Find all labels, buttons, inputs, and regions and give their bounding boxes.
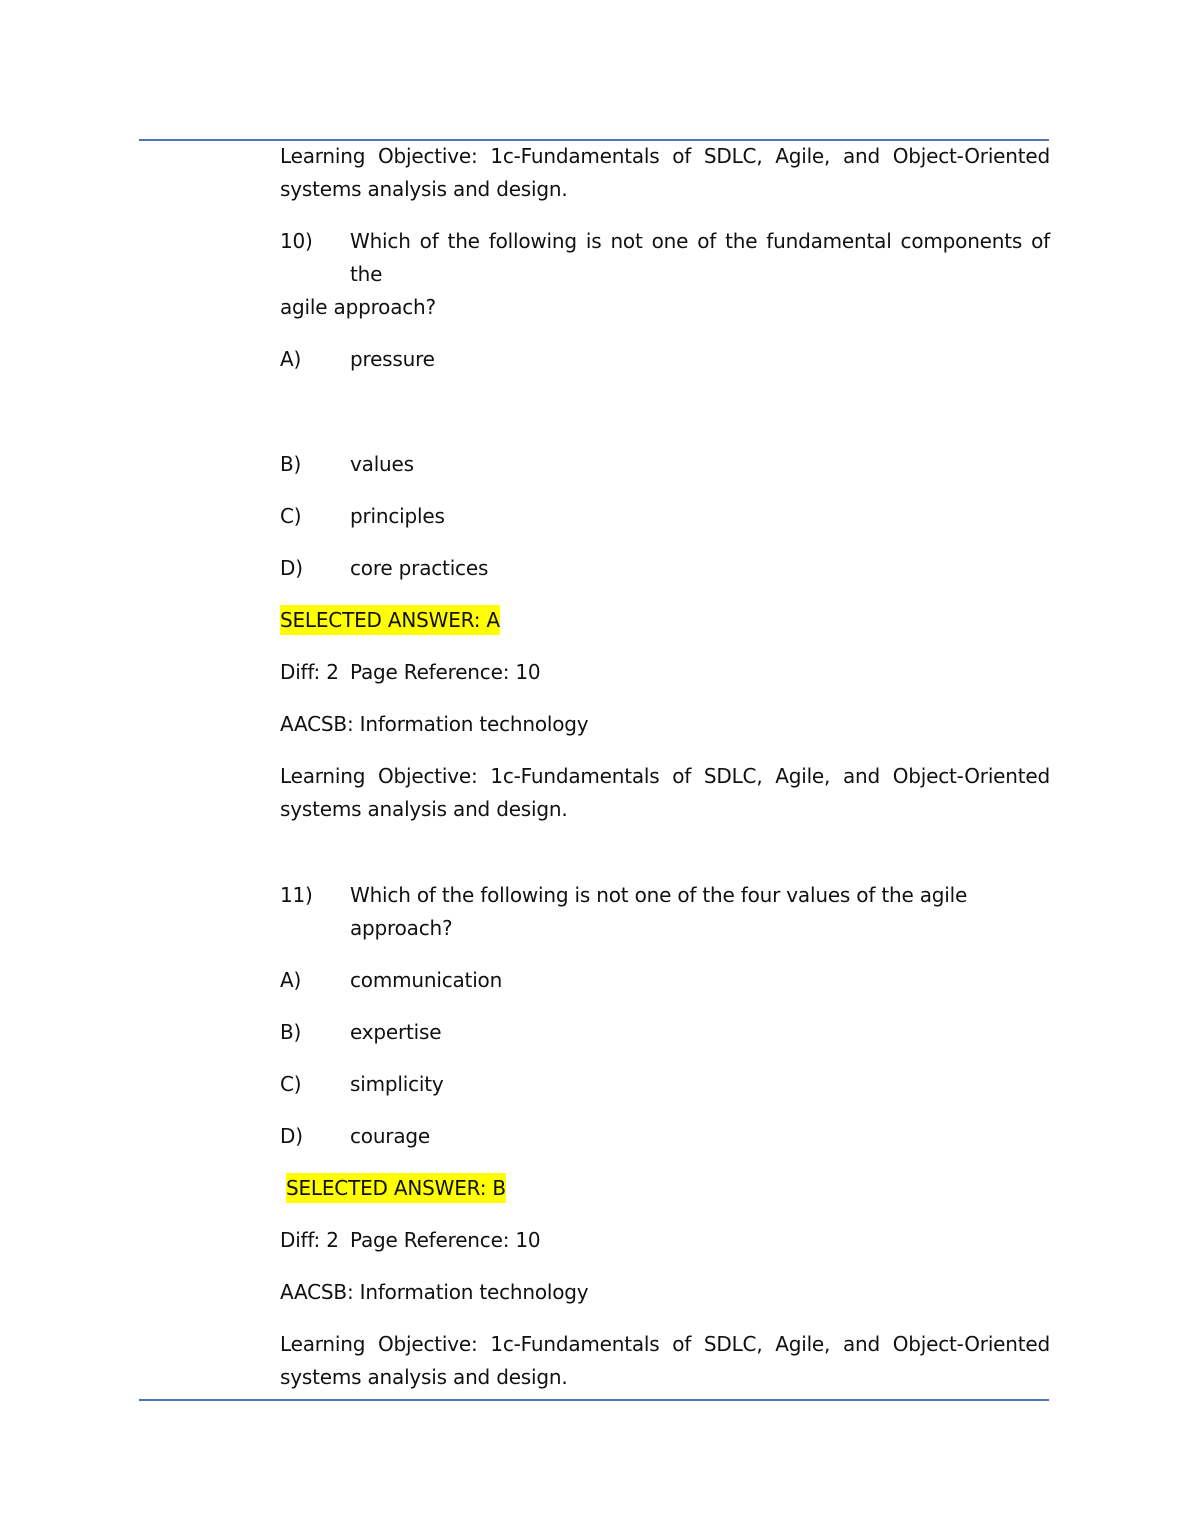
option-c [280,500,1050,533]
question-text: Which of the following is not one of the four values of the agile approach? [350,883,968,940]
difficulty: Diff: 2 [280,660,339,684]
option-letter: C) [280,504,302,528]
question-number: 11) [280,883,313,907]
option-text: principles [350,504,445,528]
question-10 [280,225,1050,291]
page-reference: Page Reference: 10 [350,660,541,684]
option-d [280,1120,1050,1153]
aacsb: AACSB: Information technology [280,712,589,736]
option-text: communication [350,968,503,992]
option-b [280,448,1050,481]
learning-objective-prev: Learning Objective: 1c-Fundamentals of SDLC, Agile, and Object-Oriented systems analysis and design. [280,144,1050,201]
option-a [280,343,1050,376]
spacer [280,395,1050,448]
footer-rule [139,1399,1049,1401]
diff-line [280,1224,1050,1257]
option-text: simplicity [350,1072,444,1096]
question-11 [280,879,1050,945]
learning-objective: Learning Objective: 1c-Fundamentals of SDLC, Agile, and Object-Oriented systems analysis and design. [280,1332,1050,1389]
page-reference: Page Reference: 10 [350,1228,541,1252]
option-letter: B) [280,452,302,476]
option-text: expertise [350,1020,442,1044]
learning-objective: Learning Objective: 1c-Fundamentals of SDLC, Agile, and Object-Oriented systems analysis and design. [280,764,1050,821]
option-letter: D) [280,556,303,580]
option-text: values [350,452,414,476]
option-text: pressure [350,347,435,371]
option-b [280,1016,1050,1049]
option-letter: B) [280,1020,302,1044]
diff-line [280,656,1050,689]
difficulty: Diff: 2 [280,1228,339,1252]
option-letter: D) [280,1124,303,1148]
option-letter: C) [280,1072,302,1096]
option-letter: A) [280,968,302,992]
option-text: courage [350,1124,430,1148]
question-text: Which of the following is not one of the fundamental components of the [350,229,1050,286]
selected-answer-11 [280,1172,1050,1205]
option-text: core practices [350,556,489,580]
selected-answer-10 [280,604,1050,637]
selected-answer-highlight: SELECTED ANSWER: A [280,605,500,635]
selected-answer-highlight: SELECTED ANSWER: B [286,1173,506,1203]
spacer [280,845,1050,879]
option-letter: A) [280,347,302,371]
option-a [280,964,1050,997]
option-d [280,552,1050,585]
question-number: 10) [280,229,313,253]
question-text-cont: agile approach? [280,295,436,319]
option-c [280,1068,1050,1101]
document-body [280,140,1050,1413]
aacsb: AACSB: Information technology [280,1280,589,1304]
